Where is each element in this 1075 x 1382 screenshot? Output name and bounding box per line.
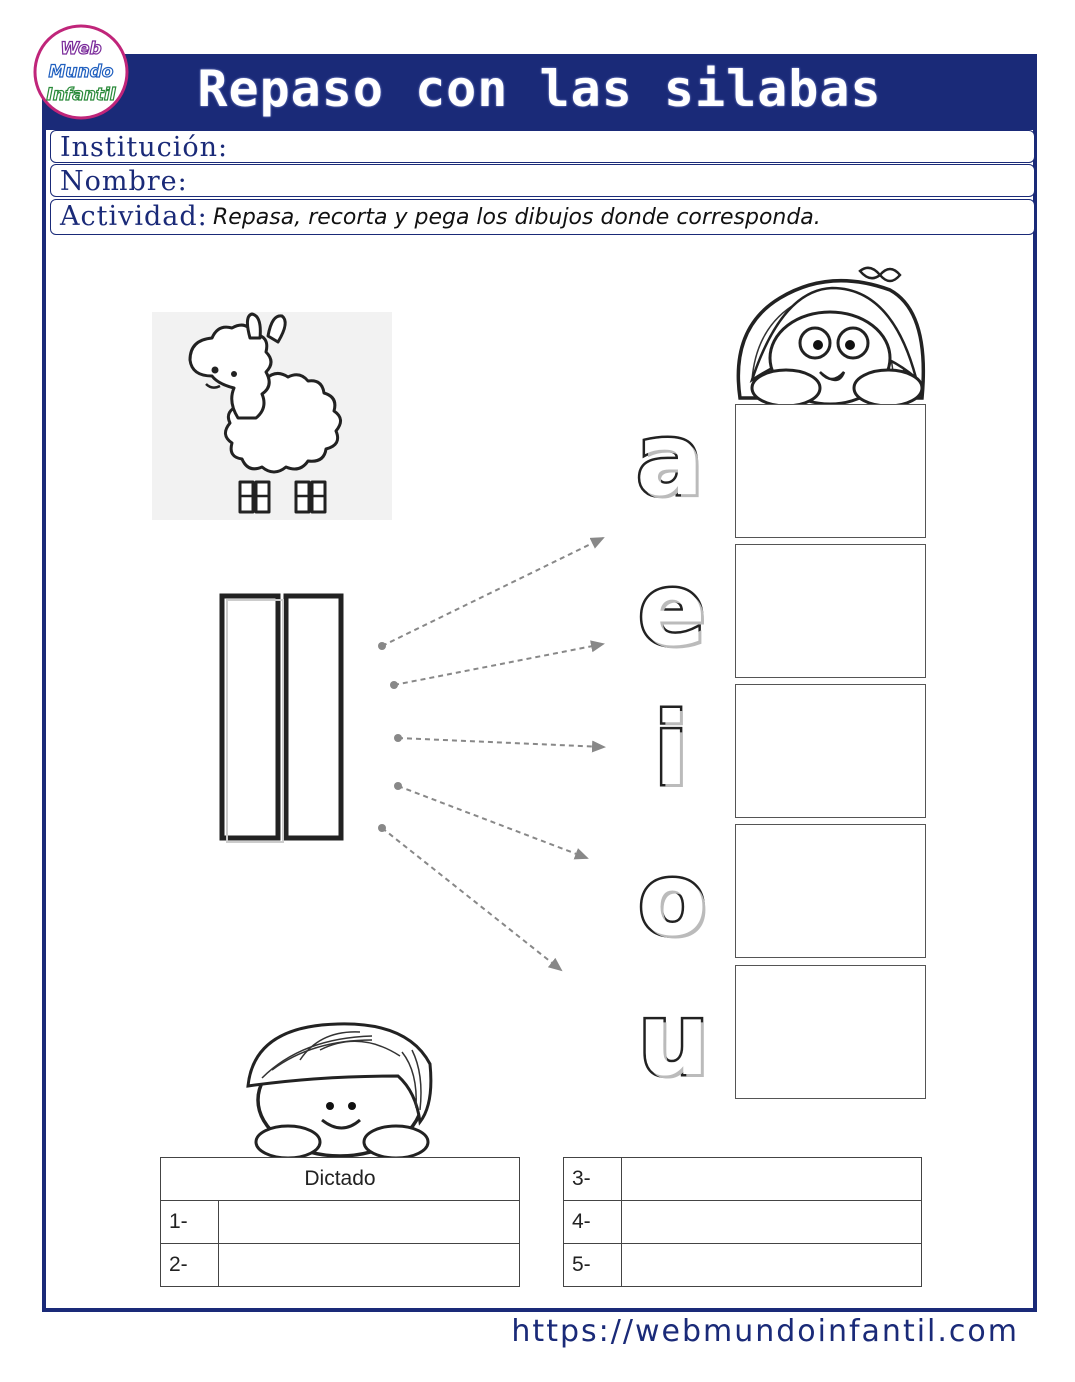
actividad-label: Actividad: [60,201,208,232]
logo-text-infantil: Infantil [46,85,116,105]
llama-icon [152,312,392,520]
logo-text-mundo: Mundo [48,62,114,82]
page-title: Repaso con las silabas [197,60,882,118]
dictado-heading: Dictado [161,1158,520,1201]
dictado-table-right [563,1157,922,1287]
vowel-i: i [654,691,689,808]
answer-box-e[interactable] [735,544,926,678]
dictado-answer-field[interactable] [622,1158,922,1201]
dictado-answer-field[interactable] [219,1244,520,1287]
vowel-a: a [636,401,704,518]
syllable-ll-letters [222,596,341,842]
boy-character-icon [248,1024,431,1158]
table-row [564,1158,922,1201]
answer-box-u[interactable] [735,965,926,1099]
guide-lines [382,538,604,970]
answer-box-i[interactable] [735,684,926,818]
nombre-label: Nombre: [60,166,188,197]
dictado-answer-field[interactable] [219,1201,520,1244]
table-row [564,1201,922,1244]
dictado-answer-field[interactable] [622,1244,922,1287]
vowel-o: o [638,841,707,958]
table-row [564,1244,922,1287]
dictado-number: 1- [161,1201,219,1244]
footer-url-link[interactable]: https://webmundoinfantil.com [511,1314,1019,1349]
dictado-table-left [160,1157,520,1287]
dictado-number: 4- [564,1201,622,1244]
girl-character-icon [738,268,923,406]
vowel-e: e [638,551,706,668]
dictado-number: 2- [161,1244,219,1287]
table-row [161,1244,520,1287]
institucion-label: Institución: [60,132,229,163]
web-mundo-infantil-logo [24,22,138,122]
answer-box-o[interactable] [735,824,926,958]
table-row [161,1201,520,1244]
answer-box-a[interactable] [735,404,926,538]
dictado-number: 3- [564,1158,622,1201]
actividad-instructions: Repasa, recorta y pega los dibujos donde corresponda. [213,205,821,230]
logo-text-web: Web [60,39,102,59]
vowel-u: u [638,981,710,1098]
dictado-answer-field[interactable] [622,1201,922,1244]
dictado-number: 5- [564,1244,622,1287]
